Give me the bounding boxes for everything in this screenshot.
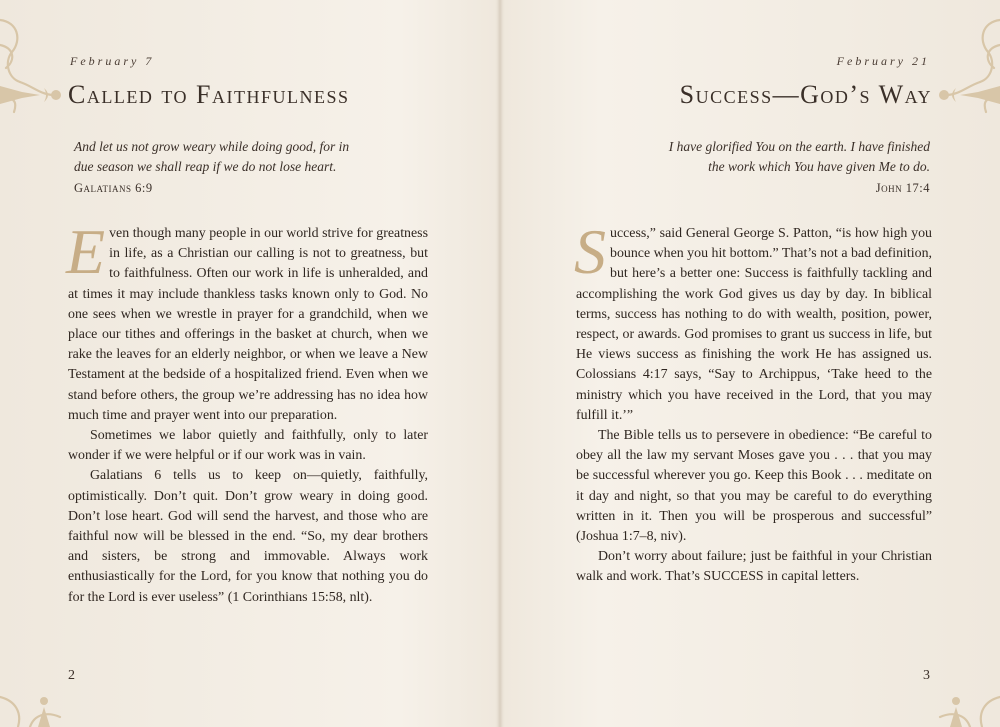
verse-line: I have glorified You on the earth. I have finished — [668, 139, 930, 154]
page-number: 3 — [923, 668, 930, 683]
entry-title: Called to Faithfulness — [68, 80, 350, 109]
corner-ornament-top-left — [0, 0, 70, 120]
drop-cap: E — [66, 216, 106, 287]
entry-date: February 21 — [836, 54, 930, 68]
corner-ornament-bottom-right — [920, 677, 1000, 727]
devotional-body — [66, 216, 428, 608]
verse-line: due season we shall reap if we do not lose heart. — [74, 159, 337, 174]
devotional-body — [574, 216, 932, 588]
paragraph-text: ven though many people in our world strive for greatness in life, as a Christian our calling is not to greatness, but to faithfulness. Often our work in life is unheralded, and at times it may include thankless tasks known only to God. No one sees when we wrestle in prayer for a grandchild, when we place our tithes and offerings in the basket at church, when we rake the leaves for an elderly neighbor, or when we leave a New Testament at the bedside of a hospitalized friend. Even when we stand before others, the group we’re addressing has no idea how much time and prayer went into our preparation. — [68, 226, 428, 423]
scripture-verse — [650, 137, 930, 177]
body-paragraph: The Bible tells us to persevere in obedience: “Be careful to obey all the law my servant Moses gave you . . . that you may be successful wherever you go. Keep this Book . . . meditate on it day and night, so that you may be careful to do everything written in it. Then you will be prosperous and successful” (Joshua 1:7–8, niv). — [576, 428, 932, 545]
verse-reference: Galatians 6:9 — [74, 181, 153, 195]
entry-date: February 7 — [70, 54, 155, 68]
body-paragraph: Galatians 6 tells us to keep on—quietly, faithfully, optimistically. Don’t quit. Don’t grow weary in doing good. Don’t lose heart. God will send the harvest, and those who are faithful now will be blessed in the end. “So, my dear brothers and sisters, be strong and immovable. Always work enthusiastically for the Lord, for you know that nothing you do for the Lord is ever useless” (1 Corinthians 15:58, nlt). — [68, 468, 428, 605]
body-paragraph — [574, 216, 932, 426]
right-page — [500, 0, 1000, 727]
corner-ornament-top-right — [930, 0, 1000, 120]
body-paragraph: Don’t worry about failure; just be faithful in your Christian walk and work. That’s SUCCESS in capital letters. — [576, 549, 932, 585]
verse-reference: John 17:4 — [875, 181, 930, 195]
paragraph-text: uccess,” said General George S. Patton, “is how high you bounce when you hit bottom.” That’s not a bad definition, but here’s a better one: Success is faithfully tackling and accomplishing the work God gives us day by day. In biblical terms, success has nothing to do with wealth, position, power, respect, or awards. God promises to grant us success in life, but He views success as finishing the work He has assigned us. Colossians 4:17 says, “Say to Archippus, ‘Take heed to the ministry which you have received in the Lord, that you may fulfill it.’” — [576, 226, 932, 423]
verse-line: And let us not grow weary while doing good, for in — [74, 139, 350, 154]
verse-line: the work which You have given Me to do. — [708, 159, 930, 174]
drop-cap: S — [574, 216, 606, 287]
scripture-verse — [74, 137, 374, 177]
body-paragraph: Sometimes we labor quietly and faithfully, only to later wonder if we were helpful or if our work was in vain. — [68, 428, 428, 464]
corner-ornament-bottom-left — [0, 677, 80, 727]
body-paragraph — [66, 216, 428, 426]
entry-title: Success—God’s Way — [679, 80, 932, 109]
page-number: 2 — [68, 668, 75, 683]
